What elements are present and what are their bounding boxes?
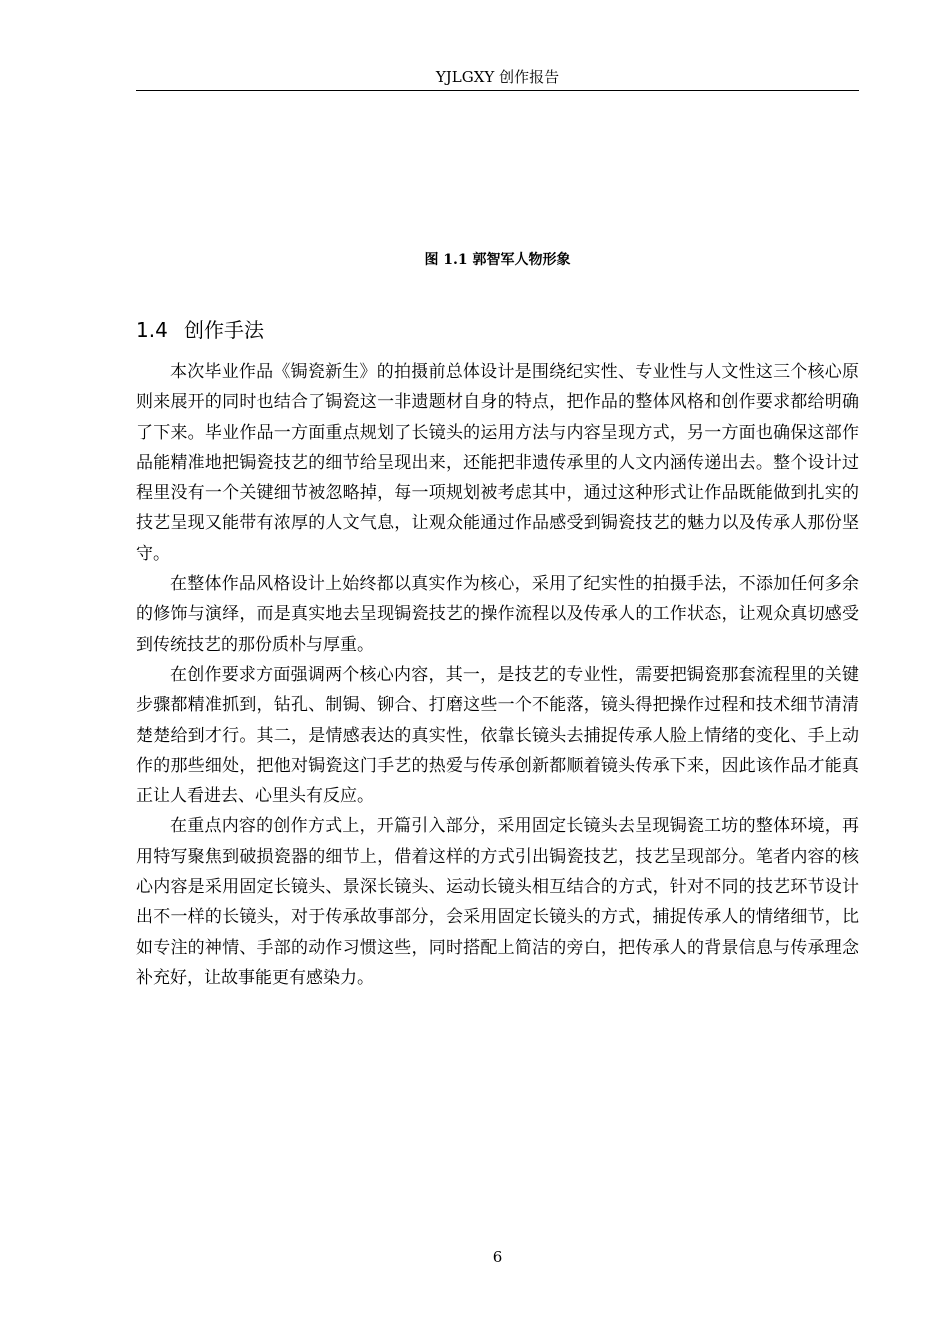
page-number: 6	[492, 1248, 503, 1266]
section-heading	[136, 316, 264, 344]
paragraph: 本次毕业作品《锔瓷新生》的拍摄前总体设计是围绕纪实性、专业性与人文性这三个核心原则来展开的同时也结合了锔瓷这一非遗题材自身的特点，把作品的整体风格和创作要求都给明确了下来。毕业作品一方面重点规划了长镜头的运用方法与内容呈现方式，另一方面也确保这部作品能精准地把锔瓷技艺的细节给呈现出来，还能把非遗传承里的人文内涵传递出去。整个设计过程里没有一个关键细节被忽略掉，每一项规划被考虑其中，通过这种形式让作品既能做到扎实的技艺呈现又能带有浓厚的人文气息，让观众能通过作品感受到锔瓷技艺的魅力以及传承人那份坚守。	[136, 362, 859, 564]
figure-caption: 图 1.1 郭智军人物形象	[424, 252, 571, 268]
paragraph: 在创作要求方面强调两个核心内容，其一，是技艺的专业性，需要把锔瓷那套流程里的关键步骤都精准抓到，钻孔、制锔、铆合、打磨这些一个不能落，镜头得把操作过程和技术细节清清楚楚给到才行。其二，是情感表达的真实性，依靠长镜头去捕捉传承人脸上情绪的变化、手上动作的那些细处，把他对锔瓷这门手艺的热爱与传承创新都顺着镜头传承下来，因此该作品才能真正让人看进去、心里头有反应。	[136, 664, 859, 807]
section-number: 1.4	[136, 318, 168, 342]
paragraph: 在整体作品风格设计上始终都以真实作为核心，采用了纪实性的拍摄手法，不添加任何多余的修饰与演绎，而是真实地去呈现锔瓷技艺的操作流程以及传承人的工作状态，让观众真切感受到传统技艺的那份质朴与厚重。	[136, 574, 859, 655]
header-divider	[136, 90, 859, 91]
body-text	[136, 357, 859, 993]
section-title: 创作手法	[184, 318, 264, 342]
paragraph: 在重点内容的创作方式上，开篇引入部分，采用固定长镜头去呈现锔瓷工坊的整体环境，再用特写聚焦到破损瓷器的细节上，借着这样的方式引出锔瓷技艺，技艺呈现部分。笔者内容的核心内容是采用固定长镜头、景深长镜头、运动长镜头相互结合的方式，针对不同的技艺环节设计出不一样的长镜头，对于传承故事部分，会采用固定长镜头的方式，捕捉传承人的情绪细节，比如专注的神情、手部的动作习惯这些，同时搭配上简洁的旁白，把传承人的背景信息与传承理念补充好，让故事能更有感染力。	[136, 816, 859, 988]
page-header: YJLGXY 创作报告	[435, 68, 560, 86]
